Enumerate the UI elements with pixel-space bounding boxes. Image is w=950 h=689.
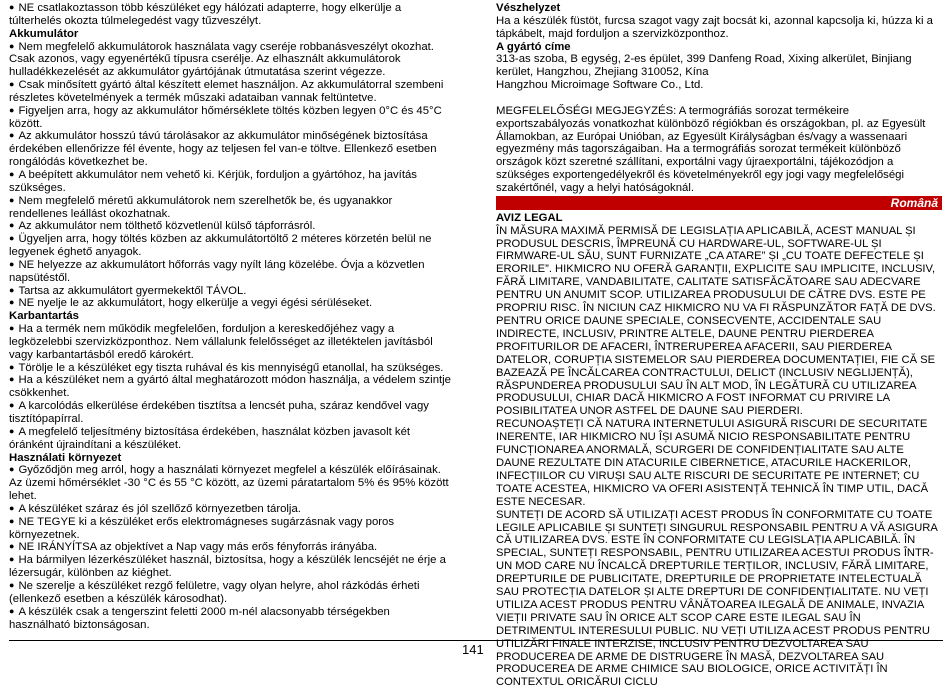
bullet-item: ● A készülék csak a tengerszint feletti 2000 m-nél alacsonyabb térségekben használható biztonságosan. (9, 606, 454, 632)
bullet-item: ● Törölje le a készüléket egy tiszta ruhával és kis mennyiségű etanollal, ha szükséges. (9, 362, 454, 375)
footer-rule (9, 640, 943, 641)
bullet-item: ● Csak minősített gyártó által készített elemet használjon. Az akkumulátorral szembeni részletes követelmények a termék műszaki adataiban vannak feltüntetve. (9, 79, 454, 105)
emergency-heading: Vészhelyzet (496, 2, 561, 14)
bullet-item: ● Az akkumulátor nem tölthető közvetlenül külső tápforrásról. (9, 220, 454, 233)
bullet-item: ● Ha a készüléket nem a gyártó által meghatározott módon használja, a védelem szintje csökkenhet. (9, 374, 454, 400)
emergency-text: Ha a készülék füstöt, furcsa szagot vagy zajt bocsát ki, azonnal kapcsolja ki, húzza ki a tápkábelt, majd forduljon a szervizközponthoz. (496, 14, 933, 40)
section-heading: Használati környezet (9, 451, 122, 464)
section-heading: Akkumulátor (9, 27, 79, 40)
bullet-item: ● NE IRÁNYÍTSA az objektívet a Nap vagy más erős fényforrás irányába. (9, 541, 454, 554)
manufacturer-name: Hangzhou Microimage Software Co., Ltd. (496, 79, 704, 92)
bullet-item: ● NE nyelje le az akkumulátort, hogy elkerülje a vegyi égési sérüléseket. (9, 297, 454, 310)
legal-paragraph-2: RECUNOAȘTEȚI CĂ NATURA INTERNETULUI ASIGURĂ RISCURI DE SECURITATE INERENTE, IAR HIKMICRO NU ÎȘI ASUMĂ NICIO RESPONSABILITATE PENTRU FUNCȚIONAREA ANORMALĂ, SCURGERI DE CONFIDENȚIALITATE SAU ALTE DAUNE REZULTATE DIN ATACURILE CIBERNETICE, ATACURILE HACKERILOR, INFECȚIILOR CU VIRUȘI SAU ALTE RISCURI DE SECURITATE PE INTERNET; CU TOATE ACESTEA, HIKMICRO VA OFERI ASISTENȚĂ TEHNICĂ ÎN TIMP UTIL, DACĂ ESTE NECESAR. (496, 418, 929, 508)
bullet-item: ● Az akkumulátor hosszú távú tárolásakor az akkumulátor minőségének biztosítása érdekében ellenőrizze fél évente, hogy az teljesen fel van-e töltve. Ellenkező esetben rongálódás következhet be. (9, 130, 454, 169)
bullet-item: ● NE TEGYE ki a készüléket erős elektromágneses sugárzásnak vagy poros környezetnek. (9, 516, 454, 542)
bullet-item: ● Ne szerelje a készüléket rezgő felületre, vagy olyan helyre, ahol rázkódás érheti (ellenkező esetben a készülék károsodhat). (9, 580, 454, 606)
legal-paragraph-1: ÎN MĂSURA MAXIMĂ PERMISĂ DE LEGISLAȚIA APLICABILĂ, ACEST MANUAL ȘI PRODUSUL DESCRIS, ÎMPREUNĂ CU HARDWARE-UL, SOFTWARE-UL ȘI FIRMWARE-UL SĂU, SUNT FURNIZATE „CA ATARE” ȘI „CU TOATE DEFECTELE ȘI ERORILE”. HIKMICRO NU OFERĂ GARANȚII, EXPLICITE SAU IMPLICITE, INCLUSIV, FĂRĂ LIMITARE, VANDABILITATE, CALITATE SATISFĂCĂTOARE SAU ADECVARE PENTRU UN ANUMIT SCOP. UTILIZAREA PRODUSULUI DE CĂTRE DVS. ESTE PE PROPRIU RISC. ÎN NICIUN CAZ HIKMICRO NU VA FI RĂSPUNZĂTOR FAȚĂ DE DVS. PENTRU ORICE DAUNE SPECIALE, CONSECVENTE, ACCIDENTALE SAU INDIRECTE, INCLUSIV, PRINTRE ALTELE, DAUNE PENTRU PIERDEREA PROFITURILOR DE AFACERI, ÎNTRERUPEREA AFACERII, SAU PIERDEREA DATELOR, CORUPȚIA SISTEMELOR SAU PIERDEREA DOCUMENTAȚIEI, FIE CĂ SE BAZEAZĂ PE ÎNCĂLCAREA CONTRACTULUI, DELICT (INCLUSIV NEGLIJENȚĂ), RĂSPUNDEREA PRODUSULUI SAU ÎN ALT MOD, ÎN LEGĂTURĂ CU UTILIZAREA PRODUSULUI, CHIAR DACĂ HIKMICRO A FOST INFORMAT CU PRIVIRE LA POSIBILITATEA UNOR ASTFEL DE DAUNE SAU PIERDERI. (496, 224, 936, 418)
left-column (9, 2, 454, 631)
bullet-item: ● Tartsa az akkumulátort gyermekektől TÁVOL. (9, 285, 454, 298)
language-section-bar: Română (496, 196, 942, 210)
bullet-item: ● Figyeljen arra, hogy az akkumulátor hőmérséklete töltés közben legyen 0°C és 45°C között. (9, 105, 454, 131)
manufacturer-heading: A gyártó címe (496, 40, 571, 53)
bullet-item: ● Ha bármilyen lézerkészüléket használ, biztosítsa, hogy a készülék lencséjét ne érje a lézersugár, különben az kiéghet. (9, 554, 454, 580)
bullet-item: ● A készüléket száraz és jól szellőző környezetben tárolja. (9, 503, 454, 516)
bullet-item: ● NE helyezze az akkumulátort hőforrás vagy nyílt láng közelébe. Óvja a közvetlen napsütéstől. (9, 259, 454, 285)
bullet-item: ● NE csatlakoztasson több készüléket egy hálózati adapterre, hogy elkerülje a túlterhelés okozta túlmelegedést vagy tűzveszélyt. (9, 2, 454, 28)
right-column (496, 2, 942, 689)
bullet-item: ● Győződjön meg arról, hogy a használati környezet megfelel a készülék előírásainak. Az üzemi hőmérséklet -30 °C és 55 °C között, az üzemi páratartalom 5% és 95% között lehet. (9, 464, 454, 503)
bullet-item: ● Ha a termék nem működik megfelelően, forduljon a kereskedőjéhez vagy a legközelebbi szervizközponthoz. Nem vállalunk felelősséget az illetéktelen javításból vagy karbantartásból eredő károkért. (9, 323, 454, 362)
bullet-item: ● A karcolódás elkerülése érdekében tisztítsa a lencsét puha, száraz kendővel vagy tisztítópapírral. (9, 400, 454, 426)
legal-paragraph-3: SUNTEȚI DE ACORD SĂ UTILIZAȚI ACEST PRODUS ÎN CONFORMITATE CU TOATE LEGILE APLICABILE ȘI SUNTEȚI SINGURUL RESPONSABIL PENTRU A VĂ ASIGURA CĂ UTILIZAREA DVS. ESTE ÎN CONFORMITATE CU LEGISLAȚIA APLICABILĂ. ÎN SPECIAL, SUNTEȚI RESPONSABIL, PENTRU UTILIZAREA ACESTUI PRODUS ÎNTR-UN MOD CARE NU ÎNCALCĂ DREPTURILE TERȚILOR, INCLUSIV, FĂRĂ LIMITARE, DREPTURILE DE PUBLICITATE, DREPTURILE DE PROPRIETATE INTELECTUALĂ SAU PROTECȚIA DATELOR ȘI ALTE DREPTURI DE CONFIDENȚIALITATE. NU VEȚI UTILIZA ACEST PRODUS PENTRU VÂNĂTOAREA ILEGALĂ DE ANIMALE, INVAZIA VIEȚII PRIVATE SAU ÎN ORICE ALT SCOP CARE ESTE ILEGAL SAU ÎN DETRIMENTUL INTERESULUI PUBLIC. NU VEȚI UTILIZA ACEST PRODUS PENTRU UTILIZĂRI FINALE INTERZISE, INCLUSIV PENTRU DEZVOLTAREA SAU PRODUCEREA DE ARME DE DISTRUGERE ÎN MASĂ, DEZVOLTAREA SAU PRODUCEREA DE ARME CHIMICE SAU BIOLOGICE, ORICE ACTIVITĂȚI ÎN CONTEXTUL ORICĂRUI CICLU (496, 508, 938, 689)
spacer (496, 92, 942, 105)
page-number: 141 (462, 642, 484, 657)
bullet-item: ● A beépített akkumulátor nem vehető ki. Kérjük, forduljon a gyártóhoz, ha javítás szükséges. (9, 169, 454, 195)
manufacturer-address: 313-as szoba, B egység, 2-es épület, 399 Danfeng Road, Xixing alkerület, Binjiang kerület, Hangzhou, Zhejiang 310052, Kína (496, 53, 912, 79)
bullet-item: ● Ügyeljen arra, hogy töltés közben az akkumulátortöltő 2 méteres körzetén belül ne legyenek éghető anyagok. (9, 233, 454, 259)
section-heading: Karbantartás (9, 310, 79, 323)
bullet-item: ● Nem megfelelő méretű akkumulátorok nem szerelhetők be, és ugyanakkor rendellenes leállást okozhatnak. (9, 195, 454, 221)
compliance-notice: MEGFELELŐSÉGI MEGJEGYZÉS: A termográfiás sorozat termékeire exportszabályozás vonatkozhat különböző régiókban és országokban, pl. az Egyesült Államokban, az Európai Unióban, az Egyesült Királyságban és/vagy a wassenaari egyezmény más tagországaiban. Ha a termográfiás sorozat termékeit különböző országok közt szeretné szállítani, exportálni vagy újraexportálni, tájékozódjon a szükséges exportengedélyekről és követelményekről egy jogi vagy megfelelőségi szakértőnél, vagy a helyi hatóságoknál. (496, 104, 926, 194)
bullet-item: ● A megfelelő teljesítmény biztosítása érdekében, használat közben javasolt két óránként újraindítani a készüléket. (9, 426, 454, 452)
bullet-item: ● Nem megfelelő akkumulátorok használata vagy cseréje robbanásveszélyt okozhat. Csak azonos, vagy egyenértékű típusra cserélje. Az elhasznált akkumulátorok hulladékkezelését az akkumulátor gyártójának útmutatása szerint végezze. (9, 41, 454, 80)
legal-notice-heading: AVIZ LEGAL (496, 211, 563, 224)
